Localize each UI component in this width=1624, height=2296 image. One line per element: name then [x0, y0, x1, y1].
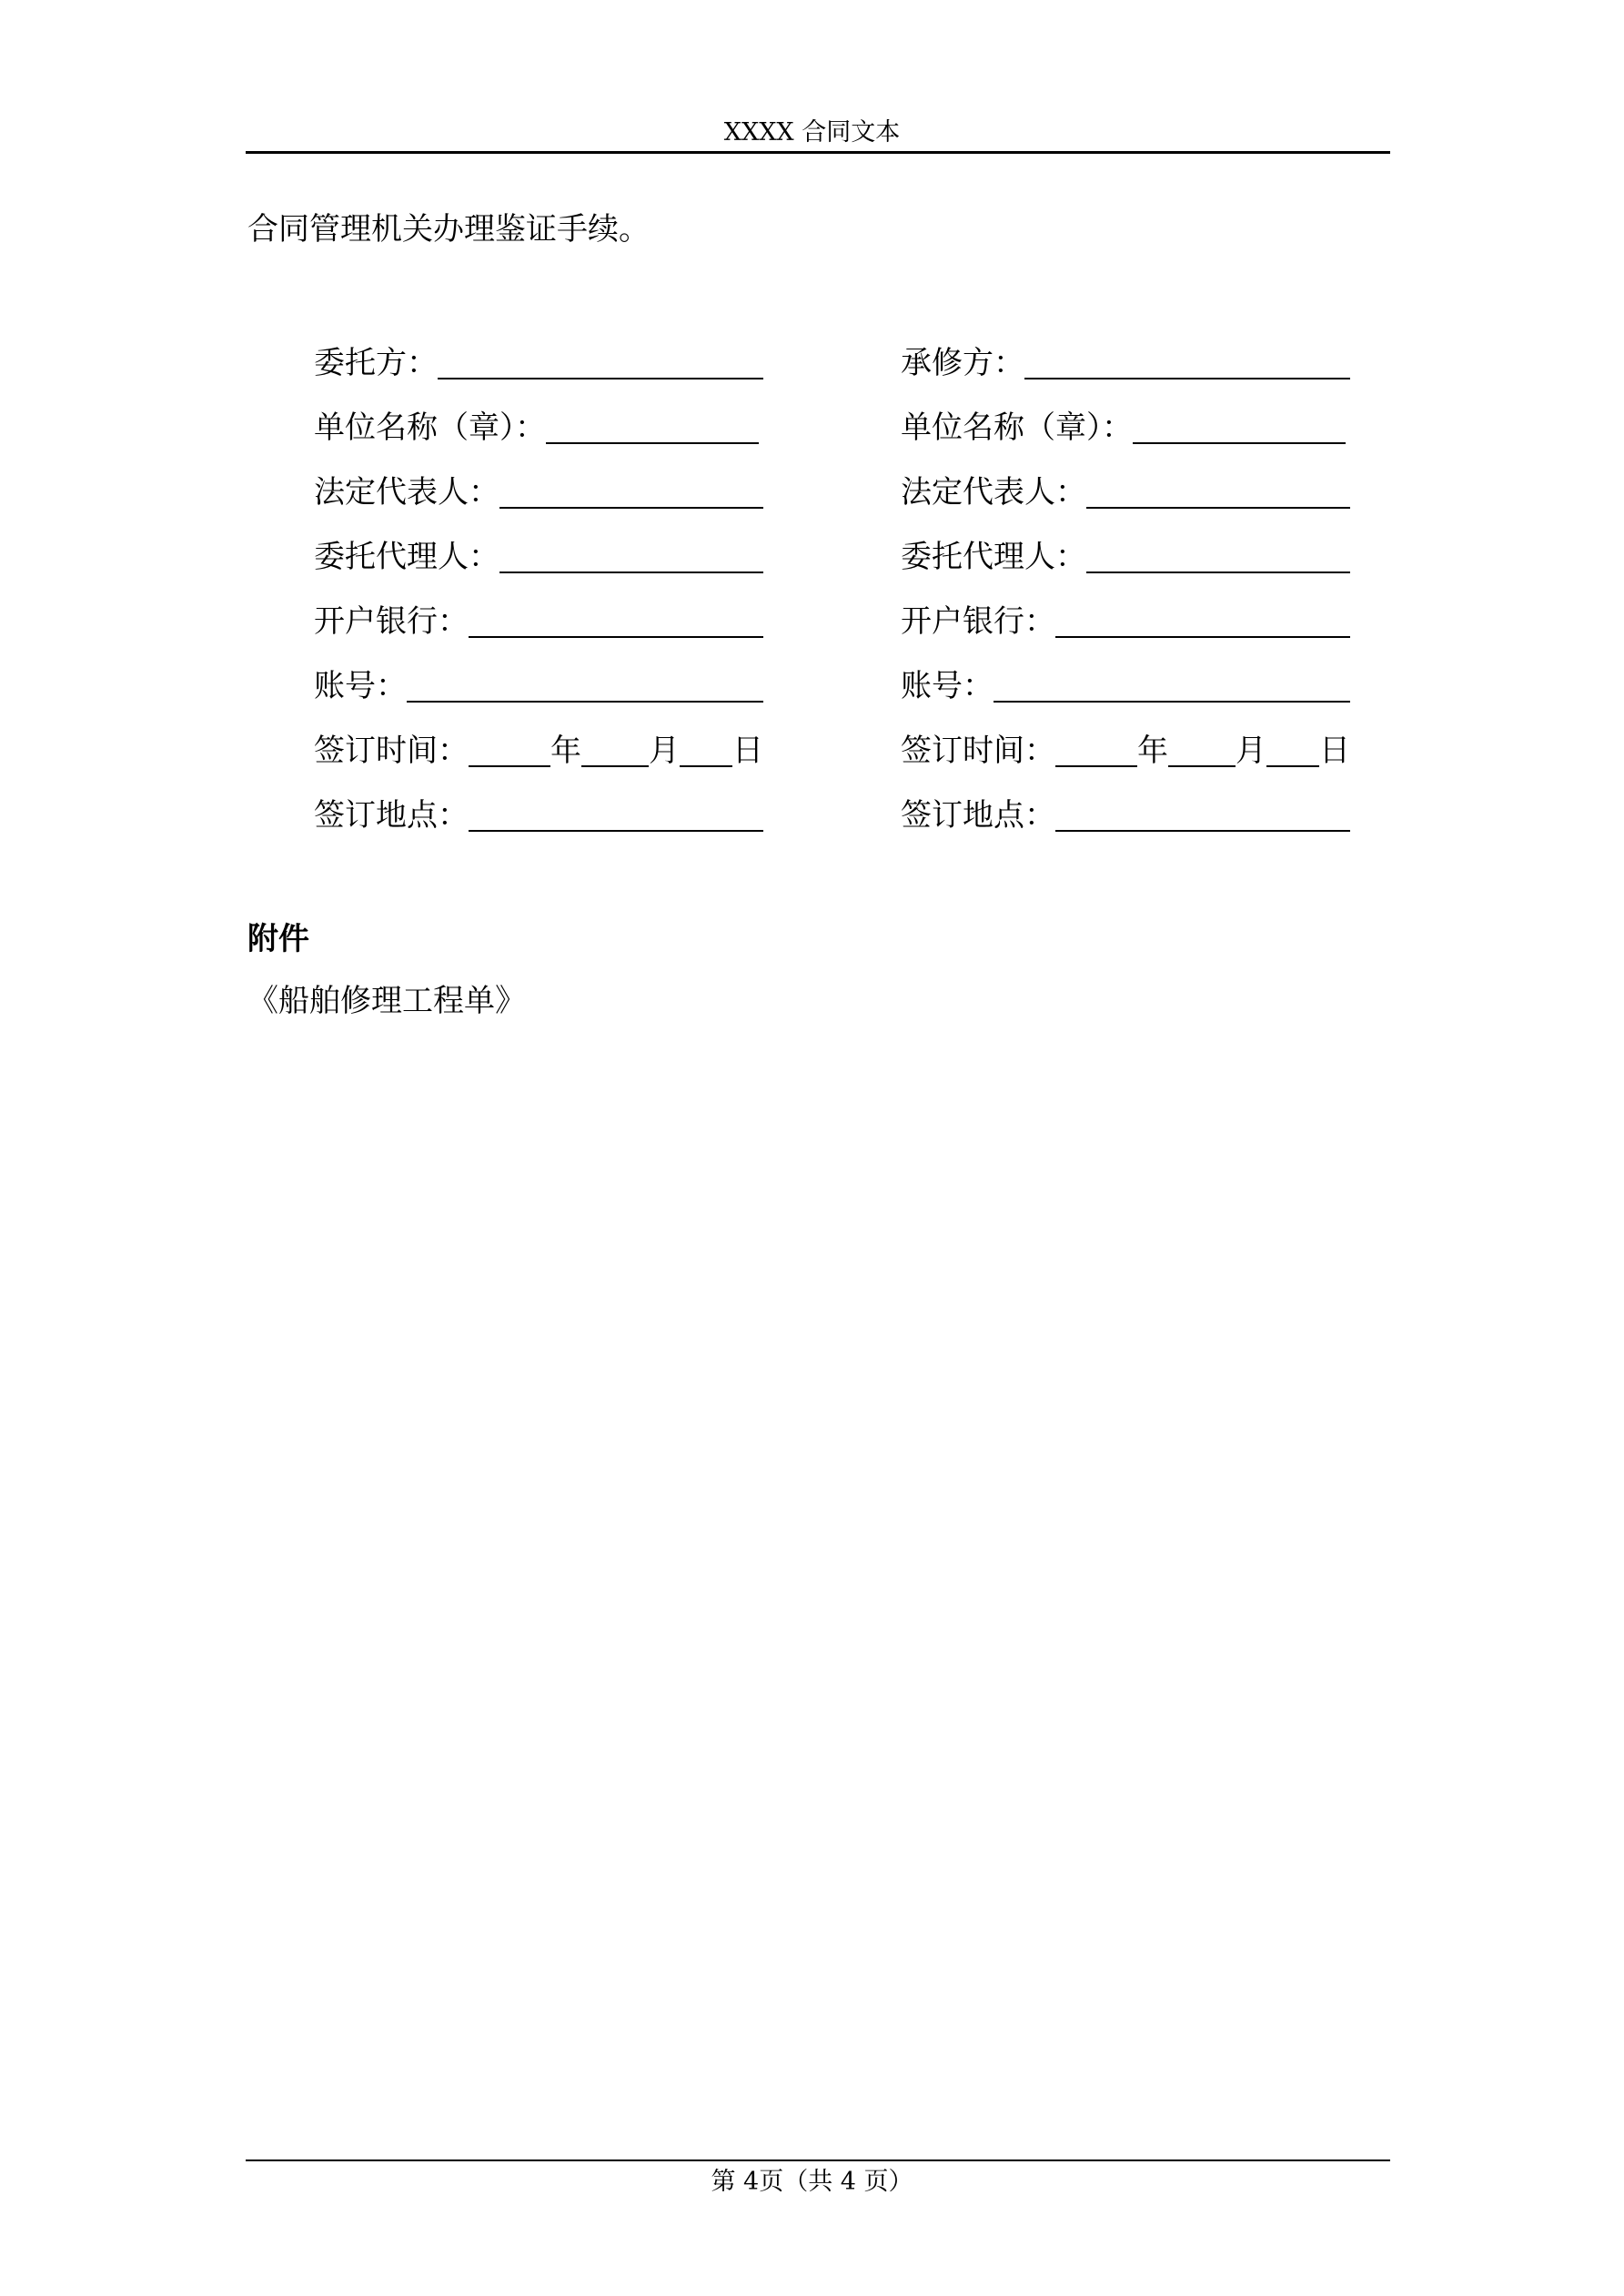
agent-blank[interactable] — [1086, 539, 1350, 573]
party-label: 承修方： — [901, 345, 1024, 381]
legal-rep-blank[interactable] — [1086, 474, 1350, 509]
page-number: 第 4页（共 4 页） — [711, 2168, 913, 2196]
sig-row-sign-time — [314, 706, 896, 771]
month-label: 月 — [1236, 733, 1266, 769]
signature-block-left — [314, 319, 896, 835]
sign-place-label: 签订地点： — [901, 797, 1055, 834]
attachment-item: 《船舶修理工程单》 — [247, 983, 526, 1019]
unit-name-blank[interactable] — [1133, 410, 1346, 444]
year-label: 年 — [1137, 733, 1168, 769]
unit-name-label: 单位名称（章）： — [901, 410, 1133, 446]
page-header-title: XXXX 合同文本 — [723, 118, 901, 147]
sig-row-sign-time — [901, 706, 1483, 771]
year-blank[interactable] — [469, 733, 550, 767]
sig-row-agent — [314, 512, 896, 577]
agent-blank[interactable] — [499, 539, 763, 573]
sig-row-legal-rep — [901, 448, 1483, 512]
party-blank[interactable] — [438, 345, 763, 379]
legal-rep-blank[interactable] — [499, 474, 763, 509]
sig-row-party — [901, 319, 1483, 383]
sig-row-agent — [901, 512, 1483, 577]
sig-row-unit-name — [901, 383, 1483, 448]
sig-row-sign-place — [314, 771, 896, 835]
day-blank[interactable] — [680, 733, 732, 767]
sign-time-label: 签订时间： — [901, 733, 1055, 769]
sig-row-party — [314, 319, 896, 383]
agent-label: 委托代理人： — [314, 539, 499, 575]
sig-row-unit-name — [314, 383, 896, 448]
bank-label: 开户银行： — [314, 603, 469, 640]
sign-place-blank[interactable] — [469, 797, 763, 832]
year-blank[interactable] — [1055, 733, 1137, 767]
signature-block-right — [901, 319, 1483, 835]
agent-label: 委托代理人： — [901, 539, 1086, 575]
account-blank[interactable] — [994, 668, 1350, 703]
sign-place-blank[interactable] — [1055, 797, 1350, 832]
attachment-heading: 附件 — [247, 921, 309, 957]
closing-paragraph: 合同管理机关办理鉴证手续。 — [247, 211, 650, 248]
party-blank[interactable] — [1024, 345, 1350, 379]
day-label: 日 — [1319, 733, 1350, 769]
sign-place-label: 签订地点： — [314, 797, 469, 834]
account-label: 账号： — [314, 668, 407, 704]
legal-rep-label: 法定代表人： — [901, 474, 1086, 511]
day-blank[interactable] — [1266, 733, 1319, 767]
sig-row-bank — [314, 577, 896, 642]
account-label: 账号： — [901, 668, 994, 704]
day-label: 日 — [732, 733, 763, 769]
month-label: 月 — [649, 733, 680, 769]
sig-row-sign-place — [901, 771, 1483, 835]
year-label: 年 — [550, 733, 581, 769]
account-blank[interactable] — [407, 668, 763, 703]
bank-label: 开户银行： — [901, 603, 1055, 640]
sig-row-legal-rep — [314, 448, 896, 512]
month-blank[interactable] — [581, 733, 649, 767]
party-label: 委托方： — [314, 345, 438, 381]
footer-divider — [246, 2159, 1390, 2161]
bank-blank[interactable] — [1055, 603, 1350, 638]
sig-row-account — [314, 642, 896, 706]
bank-blank[interactable] — [469, 603, 763, 638]
header-divider — [246, 151, 1390, 154]
sign-time-label: 签订时间： — [314, 733, 469, 769]
unit-name-blank[interactable] — [546, 410, 759, 444]
sig-row-bank — [901, 577, 1483, 642]
sig-row-account — [901, 642, 1483, 706]
legal-rep-label: 法定代表人： — [314, 474, 499, 511]
month-blank[interactable] — [1168, 733, 1236, 767]
unit-name-label: 单位名称（章）： — [314, 410, 546, 446]
